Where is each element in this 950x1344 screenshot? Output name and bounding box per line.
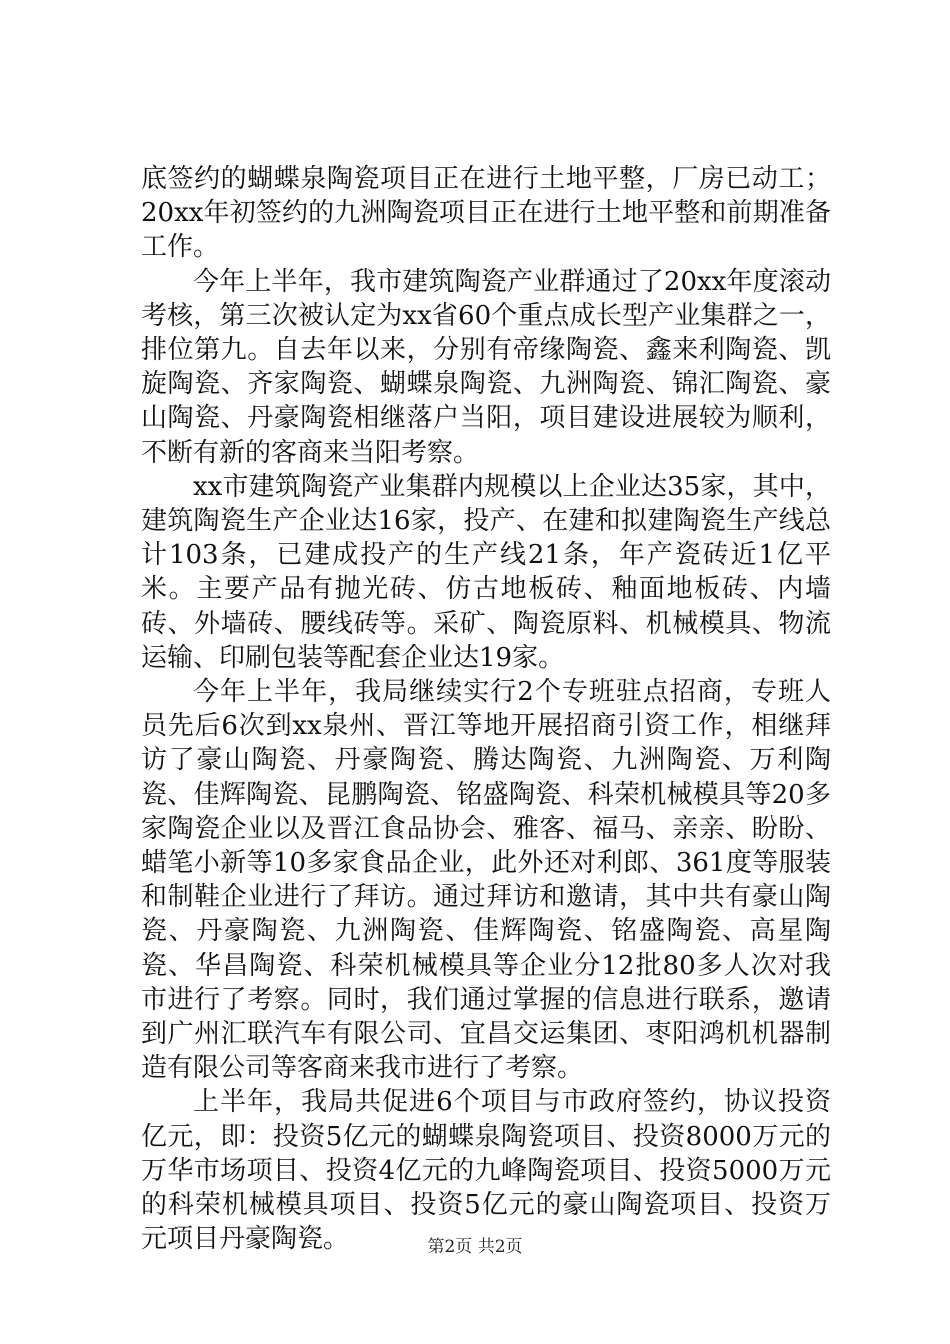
paragraph-signed-projects: 上半年，我局共促进6个项目与市政府签约，协议投资亿元，即：投资5亿元的蝴蝶泉陶瓷项目、投资8000万元的万华市场项目、投资4亿元的九峰陶瓷项目、投资5000万元的科荣机械模具项目、投资5亿元的豪山陶瓷项目、投资万元项目丹豪陶瓷。	[141, 1087, 831, 1255]
paragraph-investment-promotion: 今年上半年，我局继续实行2个专班驻点招商，专班人员先后6次到xx泉州、晋江等地开展招商引资工作，相继拜访了豪山陶瓷、丹豪陶瓷、腾达陶瓷、九洲陶瓷、万利陶瓷、佳辉陶瓷、昆鹏陶瓷、铭盛陶瓷、科荣机械模具等20多家陶瓷企业以及晋江食品协会、雅客、福马、亲亲、盼盼、蜡笔小新等10多家食品企业，此外还对利郎、361度等服装和制鞋企业进行了拜访。通过拜访和邀请，其中共有豪山陶瓷、丹豪陶瓷、九洲陶瓷、佳辉陶瓷、铭盛陶瓷、高星陶瓷、华昌陶瓷、科荣机械模具等企业分12批80多人次对我市进行了考察。同时，我们通过掌握的信息进行联系，邀请到广州汇联汽车有限公司、宜昌交运集团、枣阳鸿机机器制造有限公司等客商来我市进行了考察。	[141, 677, 831, 1084]
paragraph-enterprise-scale: xx市建筑陶瓷产业集群内规模以上企业达35家，其中，建筑陶瓷生产企业达16家，投产、在建和拟建陶瓷生产线总计103条，已建成投产的生产线21条，年产瓷砖近1亿平米。主要产品有抛光砖、仿古地板砖、釉面地板砖、内墙砖、外墙砖、腰线砖等。采矿、陶瓷原料、机械模具、物流运输、印刷包装等配套企业达19家。	[141, 471, 831, 673]
page-number-footer: 第2页 共2页	[427, 1237, 523, 1257]
paragraph-industry-cluster: 今年上半年，我市建筑陶瓷产业群通过了20xx年度滚动考核，第三次被认定为xx省60个重点成长型产业集群之一，排位第九。自去年以来，分别有帝缘陶瓷、鑫来利陶瓷、凯旋陶瓷、齐家陶瓷、蝴蝶泉陶瓷、九洲陶瓷、锦汇陶瓷、豪山陶瓷、丹豪陶瓷相继落户当阳，项目建设进展较为顺利，不断有新的客商来当阳考察。	[141, 266, 831, 468]
paragraph-continuation: 底签约的蝴蝶泉陶瓷项目正在进行土地平整，厂房已动工；20xx年初签约的九洲陶瓷项目正在进行土地平整和前期准备工作。	[141, 164, 831, 263]
document-body	[141, 162, 831, 1257]
